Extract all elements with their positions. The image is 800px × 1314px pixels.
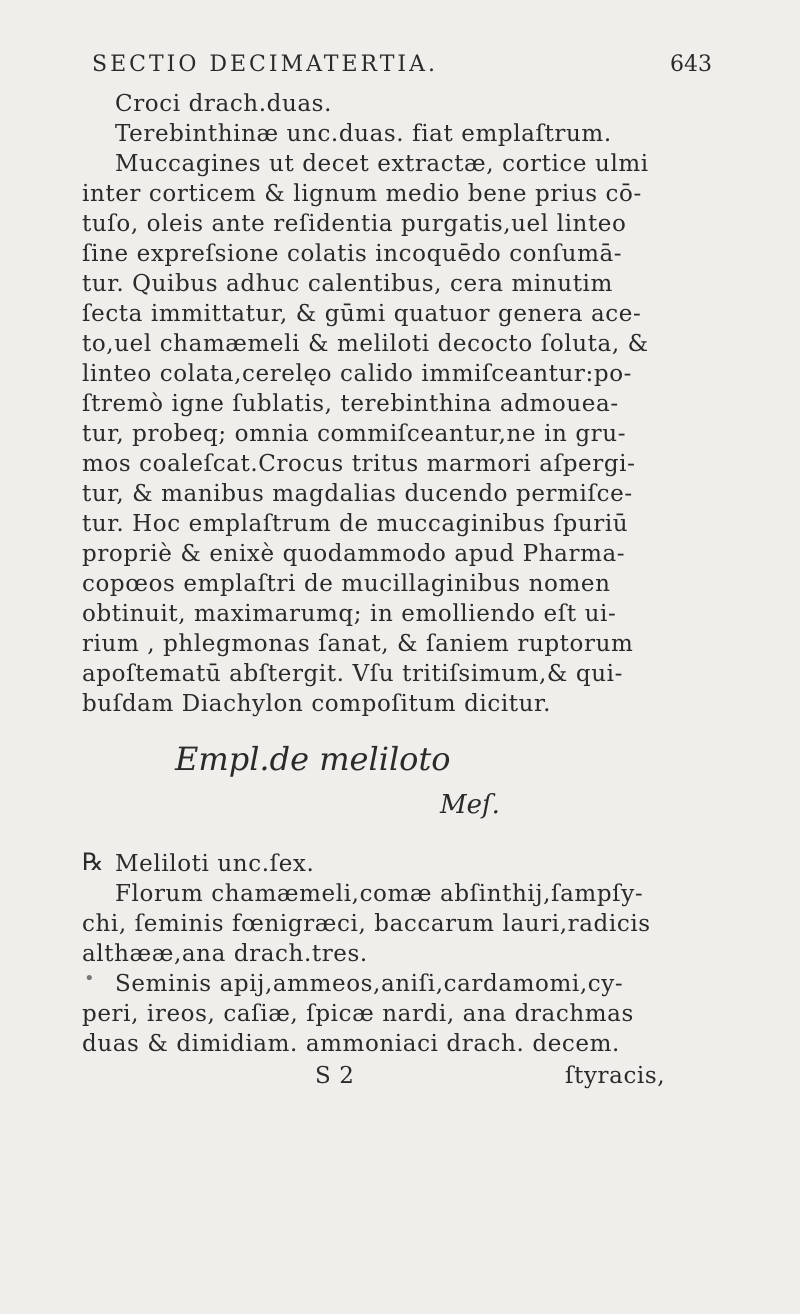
text-line: to,uel chamæmeli & meliloti decocto ſoluta, &: [82, 331, 649, 357]
text-line: buſdam Diachylon compoſitum dicitur.: [82, 691, 552, 717]
text-line: tur. Hoc emplaſtrum de muccaginibus ſpuriū: [82, 511, 629, 537]
text-line: linteo colata,cerelęo calido immiſceantur:po-: [82, 361, 633, 387]
running-header: [92, 52, 712, 88]
signature-mark: S 2: [315, 1063, 355, 1089]
text-line: ſecta immittatur, & gūmi quatuor genera ace-: [82, 301, 642, 327]
handwritten-signature: Meſ.: [440, 790, 500, 820]
text-line: duas & dimidiam. ammoniaci drach. decem.: [82, 1031, 620, 1057]
text-line: tuſo, oleis ante reſidentia purgatis,uel linteo: [82, 211, 627, 237]
text-line: ſtremò igne ſublatis, terebinthina admouea-: [82, 391, 619, 417]
text-line: inter corticem & lignum medio bene prius cō-: [82, 181, 642, 207]
text-line: tur, probeq; omnia commiſceantur,ne in gru-: [82, 421, 627, 447]
text-line: chi, ſeminis fœnigræci, baccarum lauri,radicis: [82, 911, 651, 937]
text-line: tur, & manibus magdalias ducendo permiſce-: [82, 481, 633, 507]
text-line: propriè & enixè quodammodo apud Pharma-: [82, 541, 626, 567]
text-line: apoſtematū abſtergit. Vſu tritiſsimum,& qui-: [82, 661, 623, 687]
page-number: 643: [670, 52, 712, 77]
text-line: mos coaleſcat.Crocus tritus marmori aſpergi-: [82, 451, 636, 477]
text-line: althææ,ana drach.tres.: [82, 941, 368, 967]
margin-mark: •: [84, 968, 95, 989]
text-line: tur. Quibus adhuc calentibus, cera minutim: [82, 271, 613, 297]
text-line: Croci drach.duas.: [115, 91, 332, 117]
section-title: SECTIO DECIMATERTIA.: [92, 52, 438, 77]
text-line: copœos emplaſtri de mucillaginibus nomen: [82, 571, 611, 597]
text-line: Meliloti unc.ſex.: [115, 851, 315, 877]
text-line: Muccagines ut decet extractæ, cortice ulmi: [115, 151, 649, 177]
text-line: obtinuit, maximarumq; in emolliendo eſt ui-: [82, 601, 617, 627]
recipe-heading: Empl.de meliloto: [175, 740, 451, 778]
catchword: ſtyracis,: [565, 1063, 666, 1089]
text-line: Terebinthinæ unc.duas. fiat emplaſtrum.: [115, 121, 612, 147]
recipe-symbol: ℞: [82, 848, 104, 876]
text-line: rium , phlegmonas ſanat, & ſaniem ruptorum: [82, 631, 634, 657]
text-line: ſine expreſsione colatis incoquēdo conſumā-: [82, 241, 623, 267]
text-line: peri, ireos, caſiæ, ſpicæ nardi, ana drachmas: [82, 1001, 634, 1027]
text-line: Seminis apij,ammeos,aniſi,cardamomi,cy-: [115, 971, 624, 997]
text-line: Florum chamæmeli,comæ abſinthij,ſampſy-: [115, 881, 644, 907]
